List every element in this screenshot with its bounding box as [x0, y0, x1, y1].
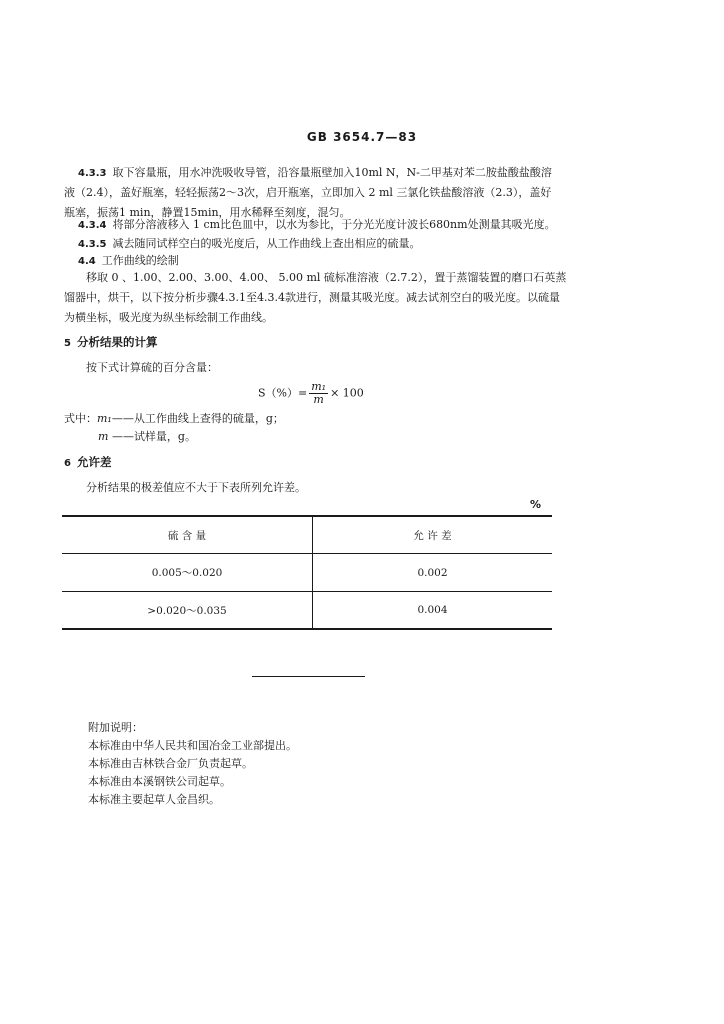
notes-line: 本标准由吉林铁合金厂负责起草。 [88, 757, 253, 770]
variable-symbol: m₁ [97, 412, 112, 425]
section-number: 4.3.5 [78, 239, 107, 250]
table-row [62, 554, 552, 592]
table-cell: >0.020～0.035 [62, 592, 313, 630]
table-header-row [62, 516, 552, 554]
variable-description: ——试样量，g。 [111, 430, 196, 443]
section-4-4-line1: 移取 0 、1.00、2.00、3.00、4.00、 5.00 ml 硫标准溶液（2.7.2），置于蒸馏装置的磨口石英蒸 [86, 271, 567, 284]
notes-line: 本标准由中华人民共和国冶金工业部提出。 [88, 739, 297, 752]
section-4-4-line2: 馏器中，烘干，以下按分析步骤4.3.1至4.3.4款进行，测量其吸光度。减去试剂空白的吸光度。以硫量 [64, 291, 560, 304]
text: 将部分溶液移入 1 cm比色皿中，以水为参比，于分光光度计波长680nm处测量其吸光度。 [112, 218, 556, 231]
formula-fraction [309, 381, 328, 406]
formula-right: × 100 [330, 386, 364, 400]
unit-label: % [530, 498, 542, 511]
notes-title: 附加说明： [88, 721, 143, 734]
section-6-intro: 分析结果的极差值应不大于下表所列允许差。 [86, 481, 306, 494]
section-5-heading [64, 331, 157, 355]
formula [258, 381, 364, 406]
section-4-3-3-line2: 液（2.4），盖好瓶塞，轻轻振荡2～3次，启开瓶塞，立即加入 2 ml 三氯化铁盐酸溶液（2.3），盖好 [64, 186, 552, 199]
section-4-4-line3: 为横坐标，吸光度为纵坐标绘制工作曲线。 [64, 311, 273, 324]
section-number: 4.3.3 [78, 168, 107, 179]
section-title: 分析结果的计算 [76, 335, 158, 349]
section-number: 6 [64, 458, 71, 469]
section-4-3-3-line3: 瓶塞，振荡1 min，静置15min，用水稀释至刻度，混匀。 [64, 206, 351, 219]
formula-numerator: m₁ [311, 380, 327, 393]
section-5-intro: 按下式计算硫的百分含量： [86, 361, 218, 374]
section-number: 4.4 [78, 256, 96, 267]
section-6-heading [64, 451, 111, 475]
where-line-2 [98, 426, 196, 448]
standard-number: GB 3654.7—83 [306, 130, 418, 144]
formula-denominator: m [313, 393, 324, 406]
notes-line: 本标准由本溪钢铁公司起草。 [88, 775, 231, 788]
text: 减去随同试样空白的吸光度后，从工作曲线上查出相应的硫量。 [112, 237, 421, 250]
section-number: 5 [64, 338, 71, 349]
notes-line: 本标准主要起草人金昌织。 [88, 793, 220, 806]
formula-left: S（%）= [258, 386, 308, 400]
table-cell: 0.005～0.020 [62, 554, 313, 592]
table-cell: 0.002 [313, 554, 553, 592]
where-prefix: 式中： [64, 412, 97, 425]
table-row [62, 592, 552, 630]
end-rule-divider [252, 676, 365, 677]
text: 取下容量瓶，用水冲洗吸收导管，沿容量瓶壁加入10ml N，N-二甲基对苯二胺盐酸盐酸溶 [112, 166, 552, 179]
table-cell: 0.004 [313, 592, 553, 630]
table-header-tolerance: 允 许 差 [313, 516, 553, 554]
variable-description: ——从工作曲线上查得的硫量，g； [111, 412, 284, 425]
variable-symbol: m [98, 430, 109, 443]
section-title: 工作曲线的绘制 [101, 254, 179, 267]
table-header-sulfur-content: 硫 含 量 [62, 516, 313, 554]
section-title: 允许差 [76, 455, 112, 469]
tolerance-table [62, 515, 552, 630]
section-number: 4.3.4 [78, 220, 107, 231]
